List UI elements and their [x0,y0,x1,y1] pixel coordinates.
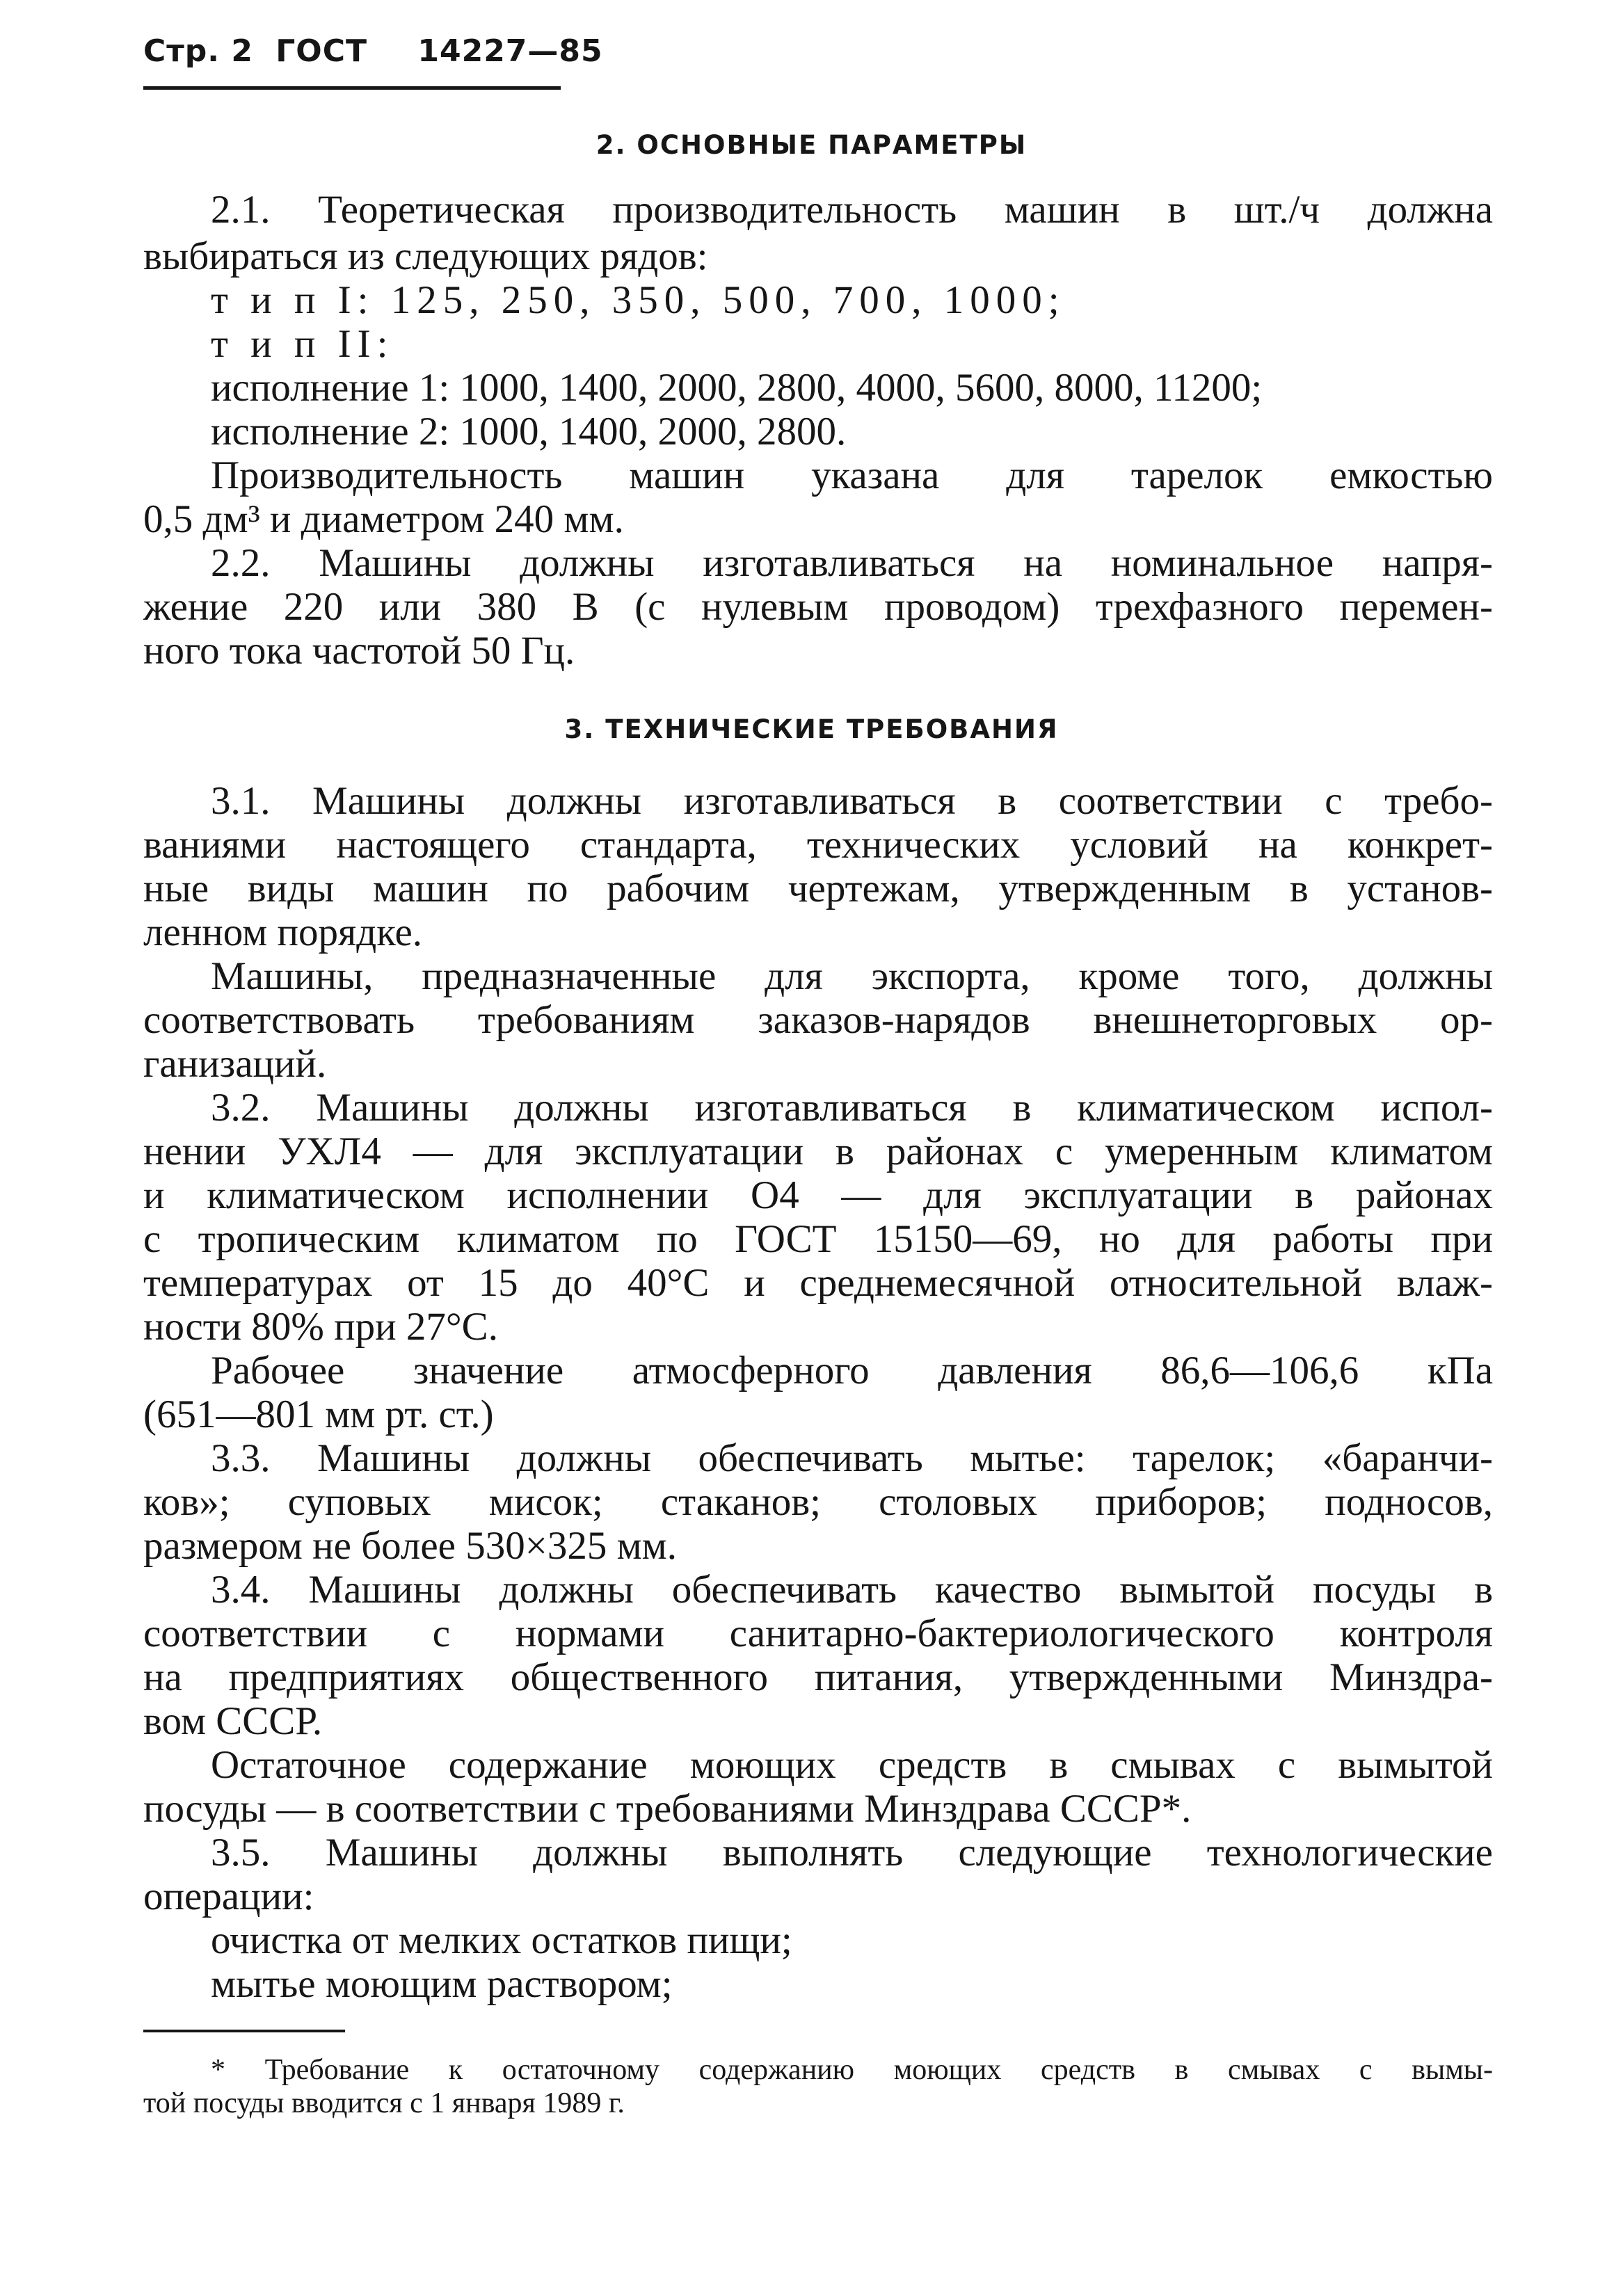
footnote-line: * Требование к остаточному содержанию моющих средств в смывах с вымы- [211,2054,1493,2086]
text-line: с тропическим климатом по ГОСТ 15150—69, но для работы при [143,1217,1493,1261]
text-line: 2.1. Теоретическая производительность машин в шт./ч должна [211,188,1493,232]
text-line: жение 220 или 380 В (с нулевым проводом) трехфазного перемен- [143,585,1493,629]
footnote-rule [143,2030,345,2032]
text-line: Машины, предназначенные для экспорта, кроме того, должны [211,954,1493,998]
text-line: 3.5. Машины должны выполнять следующие технологические [211,1831,1493,1874]
text-line: (651—801 мм рт. ст.) [143,1392,494,1436]
footnote-line: той посуды вводится с 1 января 1989 г. [143,2087,625,2119]
section-2-heading: 2. ОСНОВНЫЕ ПАРАМЕТРЫ [595,130,1028,160]
text-line: т и п II: [211,322,394,366]
text-line: ного тока частотой 50 Гц. [143,629,575,673]
text-line: 3.1. Машины должны изготавливаться в соответствии с требо- [211,779,1493,823]
text-line: ности 80% при 27°С. [143,1305,498,1349]
standard-label: ГОСТ [275,33,368,69]
text-line: ленном порядке. [143,910,423,954]
text-line: ные виды машин по рабочим чертежам, утвержденным в установ- [143,867,1493,910]
text-line: ков»; суповых мисок; стаканов; столовых приборов; подносов, [143,1480,1493,1524]
text-line: и климатическом исполнении О4 — для эксплуатации в районах [143,1173,1493,1217]
text-line: 3.3. Машины должны обеспечивать мытье: тарелок; «баранчи- [211,1436,1493,1480]
text-line: выбираться из следующих рядов: [143,234,708,278]
text-line: Производительность машин указана для тарелок емкостью [211,453,1493,497]
text-line: исполнение 2: 1000, 1400, 2000, 2800. [211,410,847,453]
text-line: на предприятиях общественного питания, утвержденными Минздра- [143,1655,1493,1699]
text-line: соответствовать требованиям заказов-нарядов внешнеторговых ор- [143,998,1493,1042]
text-line: операции: [143,1874,314,1918]
page-label: Стр. 2 [143,33,253,69]
text-line: 3.2. Машины должны изготавливаться в климатическом испол- [211,1086,1493,1130]
text-line: вом СССР. [143,1699,323,1743]
text-line: Рабочее значение атмосферного давления 86,6—106,6 кПа [211,1349,1493,1392]
text-line: очистка от мелких остатков пищи; [211,1918,792,1962]
standard-number: 14227—85 [417,33,603,69]
text-line: 2.2. Машины должны изготавливаться на номинальное напря- [211,541,1493,585]
text-line: посуды — в соответствии с требованиями Минздрава СССР*. [143,1787,1192,1831]
running-header [143,33,614,69]
text-line: температурах от 15 до 40°С и среднемесячной относительной влаж- [143,1261,1493,1305]
text-line: 0,5 дм³ и диаметром 240 мм. [143,497,624,541]
text-line: 3.4. Машины должны обеспечивать качество вымытой посуды в [211,1568,1493,1612]
text-line: мытье моющим раствором; [211,1962,673,2006]
text-line: т и п I: 125, 250, 350, 500, 700, 1000; [211,278,1066,322]
text-line: размером не более 530×325 мм. [143,1524,677,1568]
text-line: соответствии с нормами санитарно-бактериологического контроля [143,1612,1493,1655]
section-3-heading: 3. ТЕХНИЧЕСКИЕ ТРЕБОВАНИЯ [564,714,1059,744]
header-rule [143,86,561,90]
text-line: Остаточное содержание моющих средств в смывах с вымытой [211,1743,1493,1787]
text-line: нении УХЛ4 — для эксплуатации в районах с умеренным климатом [143,1130,1493,1173]
text-line: ганизаций. [143,1042,327,1086]
text-line: исполнение 1: 1000, 1400, 2000, 2800, 4000, 5600, 8000, 11200; [211,366,1263,410]
text-line: ваниями настоящего стандарта, технических условий на конкрет- [143,823,1493,867]
